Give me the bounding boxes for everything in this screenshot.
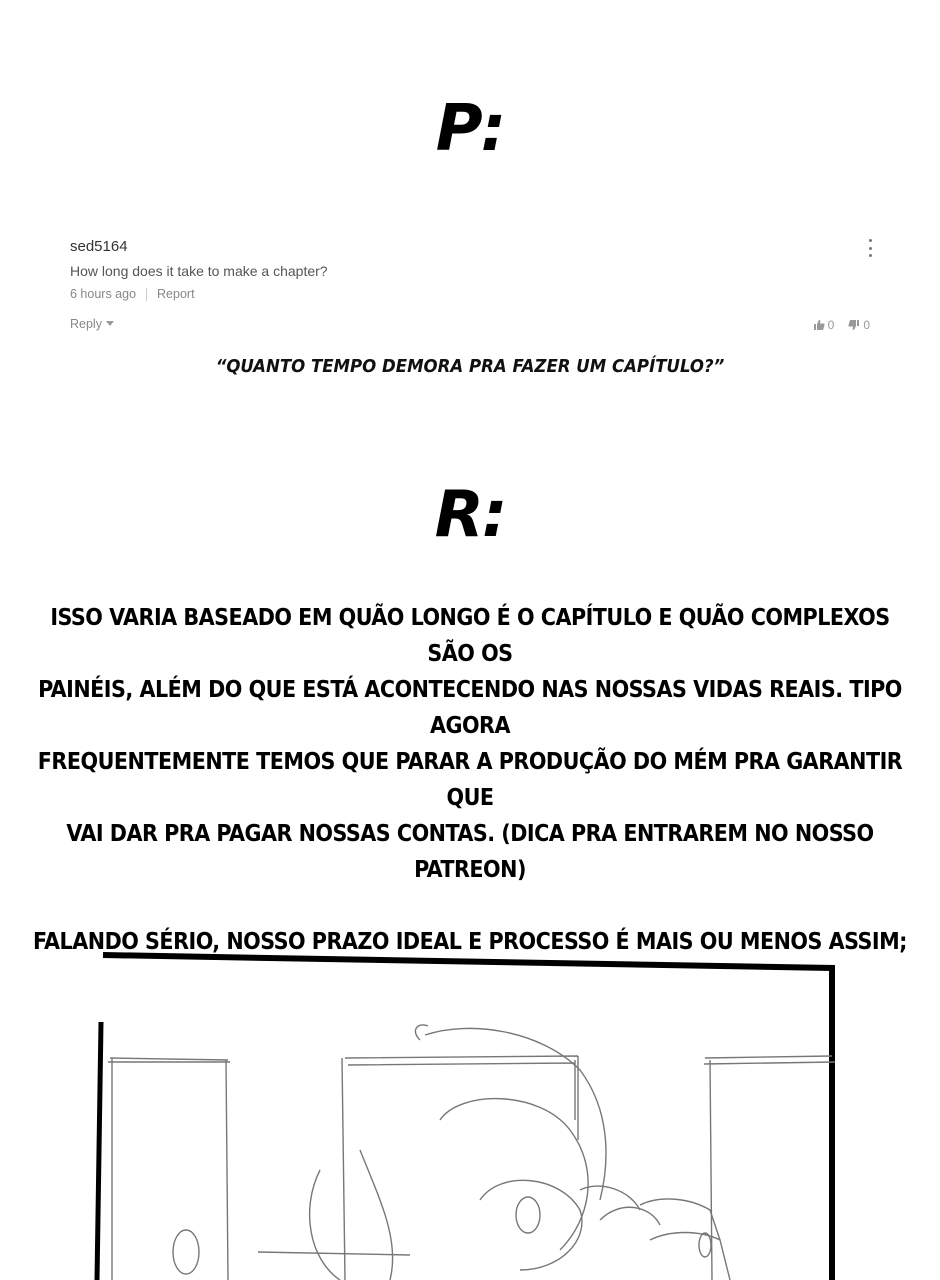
more-options-icon[interactable] xyxy=(860,238,880,258)
sketch-eye xyxy=(516,1197,540,1233)
answer-line: VAI DAR PRA PAGAR NOSSAS CONTAS. (DICA PRA ENTRAREM NO NOSSO PATREON) xyxy=(66,821,874,883)
answer-followup: FALANDO SÉRIO, NOSSO PRAZO IDEAL E PROCESSO É MAIS OU MENOS ASSIM; xyxy=(33,929,907,955)
sketch-panel xyxy=(0,940,940,1280)
answer-marker: R: xyxy=(434,478,506,552)
sketch-door-right xyxy=(704,1056,835,1280)
answer-line: FREQUENTEMENTE TEMOS QUE PARAR A PRODUÇÃO DO MÉM PRA GARANTIR QUE xyxy=(37,749,903,811)
report-link[interactable]: Report xyxy=(157,287,195,301)
question-marker: P: xyxy=(435,92,505,166)
comment-username[interactable]: sed5164 xyxy=(70,238,128,255)
sketch-door-center xyxy=(342,1056,578,1280)
sketch-door-left xyxy=(108,1058,230,1280)
thumbs-up-icon xyxy=(813,319,825,331)
downvote-button[interactable] xyxy=(848,318,870,332)
sketch-cuff xyxy=(699,1233,711,1257)
answer-text xyxy=(30,600,910,960)
sketch-hair xyxy=(425,1028,606,1200)
sketch-coat xyxy=(310,1150,393,1280)
comment-timestamp: 6 hours ago xyxy=(70,287,137,301)
upvote-button[interactable] xyxy=(813,318,835,332)
caret-down-icon xyxy=(106,321,114,327)
comment-card xyxy=(70,236,880,336)
sketch-curl xyxy=(415,1025,428,1040)
panel-border xyxy=(103,955,832,1280)
answer-line: ISSO VARIA BASEADO EM QUÃO LONGO É O CAPÍTULO E QUÃO COMPLEXOS SÃO OS xyxy=(50,605,890,667)
sketch-nose xyxy=(580,1186,640,1210)
reply-label: Reply xyxy=(70,317,102,331)
downvote-count: 0 xyxy=(863,318,870,332)
sketch-doorknob xyxy=(173,1230,199,1274)
sketch-head xyxy=(440,1099,588,1250)
upvote-count: 0 xyxy=(827,318,835,332)
meta-divider xyxy=(146,288,147,301)
panel-border-left xyxy=(97,1022,101,1280)
spacer xyxy=(30,888,910,924)
vote-controls xyxy=(813,318,870,332)
answer-line: PAINÉIS, ALÉM DO QUE ESTÁ ACONTECENDO NAS NOSSAS VIDAS REAIS. TIPO AGORA xyxy=(38,677,902,739)
reply-button[interactable] xyxy=(70,317,114,331)
sketch-face xyxy=(480,1180,582,1270)
comment-text: How long does it take to make a chapter? xyxy=(70,263,328,279)
comment-meta xyxy=(70,287,195,301)
sketch-floor-line xyxy=(258,1252,410,1255)
question-translation: “QUANTO TEMPO DEMORA PRA FAZER UM CAPÍTULO?” xyxy=(215,356,725,377)
thumbs-down-icon xyxy=(848,319,860,331)
